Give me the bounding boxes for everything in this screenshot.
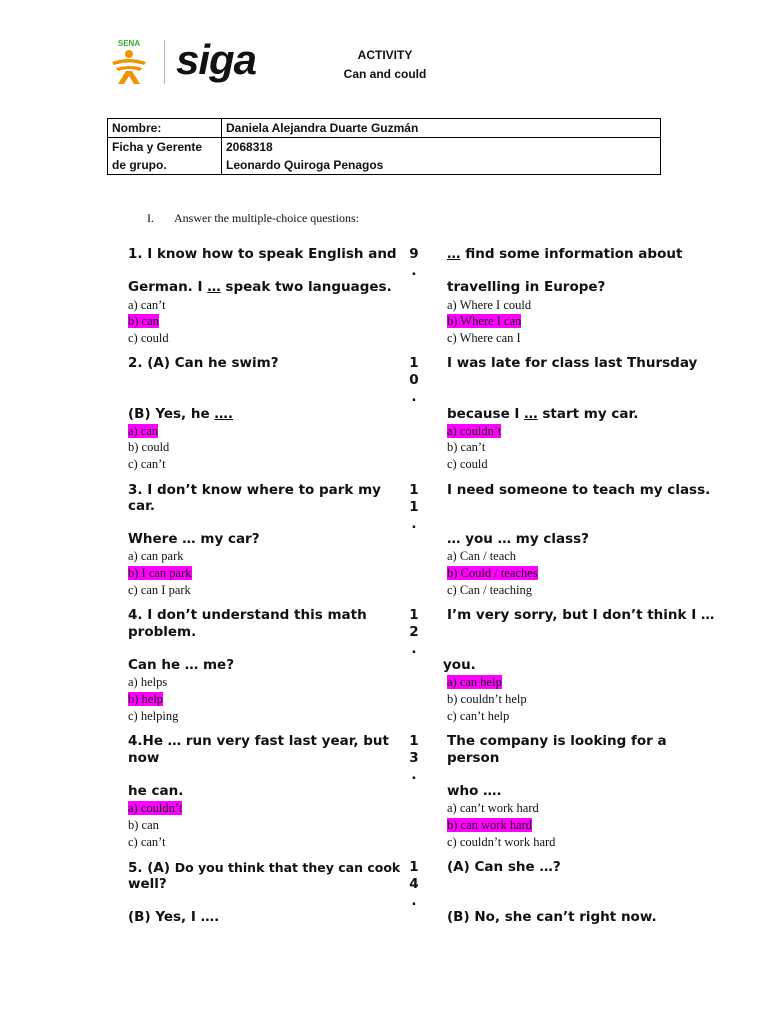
student-info-table (107, 118, 661, 175)
q10-pre: because I (447, 406, 525, 422)
question-13-line1b: person (447, 750, 500, 766)
q11-option-b[interactable] (447, 565, 538, 581)
q10-blank: … (524, 406, 538, 422)
number-10-d1: 1 (409, 355, 419, 371)
q12-option-b[interactable]: b) couldn’t help (447, 692, 527, 706)
q3-option-b-text: b) I can park (128, 566, 192, 580)
q9-option-b-text: b) Where I can (447, 314, 522, 328)
table-row (108, 138, 661, 175)
number-14-dot: . (411, 893, 417, 909)
sena-logo-icon (106, 38, 152, 86)
number-10-dot: . (411, 389, 417, 405)
question-6-line2: (B) Yes, I …. (128, 909, 220, 925)
number-11-dot: . (411, 516, 417, 532)
question-4-line1b: problem. (128, 624, 197, 640)
q1-option-c[interactable]: c) could (128, 331, 169, 345)
activity-subtitle: Can and could (343, 67, 427, 81)
q4-option-b-text: b) help (128, 692, 164, 706)
q1-option-b-text: b) can (128, 314, 159, 328)
q5-option-c[interactable]: c) can’t (128, 835, 166, 849)
ficha-label (108, 138, 222, 175)
q2-blank: …. (214, 406, 233, 422)
q2-option-a[interactable] (128, 423, 158, 439)
q1-option-b[interactable] (128, 313, 159, 329)
manager-name: Leonardo Quiroga Penagos (226, 158, 384, 172)
question-5-line1b: now (128, 750, 160, 766)
q12-option-a[interactable] (447, 674, 502, 690)
q2-option-c[interactable]: c) can’t (128, 457, 166, 471)
number-10-d2: 0 (409, 372, 419, 388)
q12-option-c[interactable]: c) can’t help (447, 709, 510, 723)
question-5-line2: he can. (128, 783, 184, 799)
q9-option-b[interactable] (447, 313, 521, 329)
q3-option-a[interactable]: a) can park (128, 549, 184, 563)
ficha-number: 2068318 (226, 140, 273, 154)
number-9-digit: 9 (409, 246, 419, 262)
question-4-line1: 4. I don’t understand this math (128, 607, 367, 623)
number-13-d1: 1 (409, 733, 419, 749)
q2-option-b[interactable]: b) could (128, 440, 170, 454)
q10-option-c[interactable]: c) could (447, 457, 488, 471)
number-13-d2: 3 (409, 750, 419, 766)
question-12-line1: I’m very sorry, but I don’t think I … (447, 607, 715, 623)
q10-option-a[interactable] (447, 423, 501, 439)
q4-option-c[interactable]: c) helping (128, 709, 179, 723)
question-1-line2 (128, 279, 392, 296)
number-12-d2: 2 (409, 624, 419, 640)
q2-option-a-text: a) can (128, 424, 159, 438)
question-10-line1: I was late for class last Thursday (447, 355, 698, 371)
question-13-line1: The company is looking for a (447, 733, 667, 749)
q5-option-a[interactable] (128, 800, 182, 816)
q5-option-a-text: a) couldn’t (128, 801, 183, 815)
number-14-d1: 1 (409, 859, 419, 875)
question-3-line2: Where … my car? (128, 531, 260, 547)
question-2-line1: 2. (A) Can he swim? (128, 355, 279, 371)
question-13-line2: who …. (447, 783, 502, 799)
number-12-dot: . (411, 641, 417, 657)
q9-option-c[interactable]: c) Where can I (447, 331, 521, 345)
ficha-label-line2: de grupo. (112, 158, 167, 172)
question-12-line2: you. (443, 657, 476, 673)
question-14-line1: (A) Can she …? (447, 859, 561, 875)
question-6-line1 (128, 859, 400, 877)
q11-option-a[interactable]: a) Can / teach (447, 549, 517, 563)
q12-option-a-text: a) can help (447, 675, 502, 689)
q9-post: find some information about (460, 246, 683, 262)
question-11-line1: I need someone to teach my class. (447, 482, 711, 498)
q1-pre: German. I (128, 279, 208, 295)
ficha-label-line1: Ficha y Gerente (112, 140, 203, 154)
q5-option-b[interactable]: b) can (128, 818, 159, 832)
logo-divider (164, 40, 165, 84)
question-4-line2: Can he … me? (128, 657, 235, 673)
question-1-line1: 1. I know how to speak English and (128, 246, 397, 262)
instruction-text: Answer the multiple-choice questions: (174, 211, 359, 225)
q6-rest: Do you think that they can cook (174, 860, 401, 875)
activity-title: ACTIVITY (357, 48, 413, 62)
q6-pre: 5. (A) (128, 860, 175, 876)
ficha-value (222, 138, 661, 175)
instruction-number: I. (147, 211, 154, 225)
q13-option-a[interactable]: a) can’t work hard (447, 801, 539, 815)
q13-option-b[interactable] (447, 817, 532, 833)
name-label: Nombre: (108, 119, 222, 138)
q11-option-b-text: b) Could / teaches (447, 566, 538, 580)
question-5-line1: 4.He … run very fast last year, but (128, 733, 389, 749)
q2-pre: (B) Yes, he (128, 406, 215, 422)
question-3-line1: 3. I don’t know where to park my (128, 482, 381, 498)
q13-option-b-text: b) can work hard (447, 818, 533, 832)
number-11-d1: 1 (409, 482, 419, 498)
q4-option-a[interactable]: a) helps (128, 675, 168, 689)
number-14-d2: 4 (409, 876, 419, 892)
q1-blank: … (207, 279, 221, 295)
question-9-line2: travelling in Europe? (447, 279, 606, 295)
q3-option-c[interactable]: c) can I park (128, 583, 191, 597)
number-13-dot: . (411, 767, 417, 783)
q13-option-c[interactable]: c) couldn’t work hard (447, 835, 556, 849)
table-row (108, 119, 661, 138)
number-11-d2: 1 (409, 499, 419, 515)
number-9-dot: . (411, 263, 417, 279)
number-12-d1: 1 (409, 607, 419, 623)
q11-option-c[interactable]: c) Can / teaching (447, 583, 533, 597)
q9-option-a[interactable]: a) Where I could (447, 298, 532, 312)
q4-option-b[interactable] (128, 691, 163, 707)
question-11-line2: … you … my class? (447, 531, 589, 547)
question-9-line1 (447, 246, 682, 263)
q1-option-a[interactable]: a) can’t (128, 298, 166, 312)
name-value: Daniela Alejandra Duarte Guzmán (222, 119, 661, 138)
q10-option-a-text: a) couldn’t (447, 424, 502, 438)
question-2-line2 (128, 406, 233, 423)
question-6-line1b: well? (128, 876, 167, 892)
q10-option-b[interactable]: b) can’t (447, 440, 486, 454)
q1-post: speak two languages. (220, 279, 392, 295)
question-10-line2 (447, 406, 638, 423)
question-14-line2: (B) No, she can’t right now. (447, 909, 657, 925)
q10-post: start my car. (537, 406, 639, 422)
q3-option-b[interactable] (128, 565, 192, 581)
sena-logo-text: SENA (117, 39, 141, 48)
siga-logo: siga (176, 36, 257, 83)
question-3-line1b: car. (128, 498, 155, 514)
q9-blank: … (447, 246, 461, 262)
